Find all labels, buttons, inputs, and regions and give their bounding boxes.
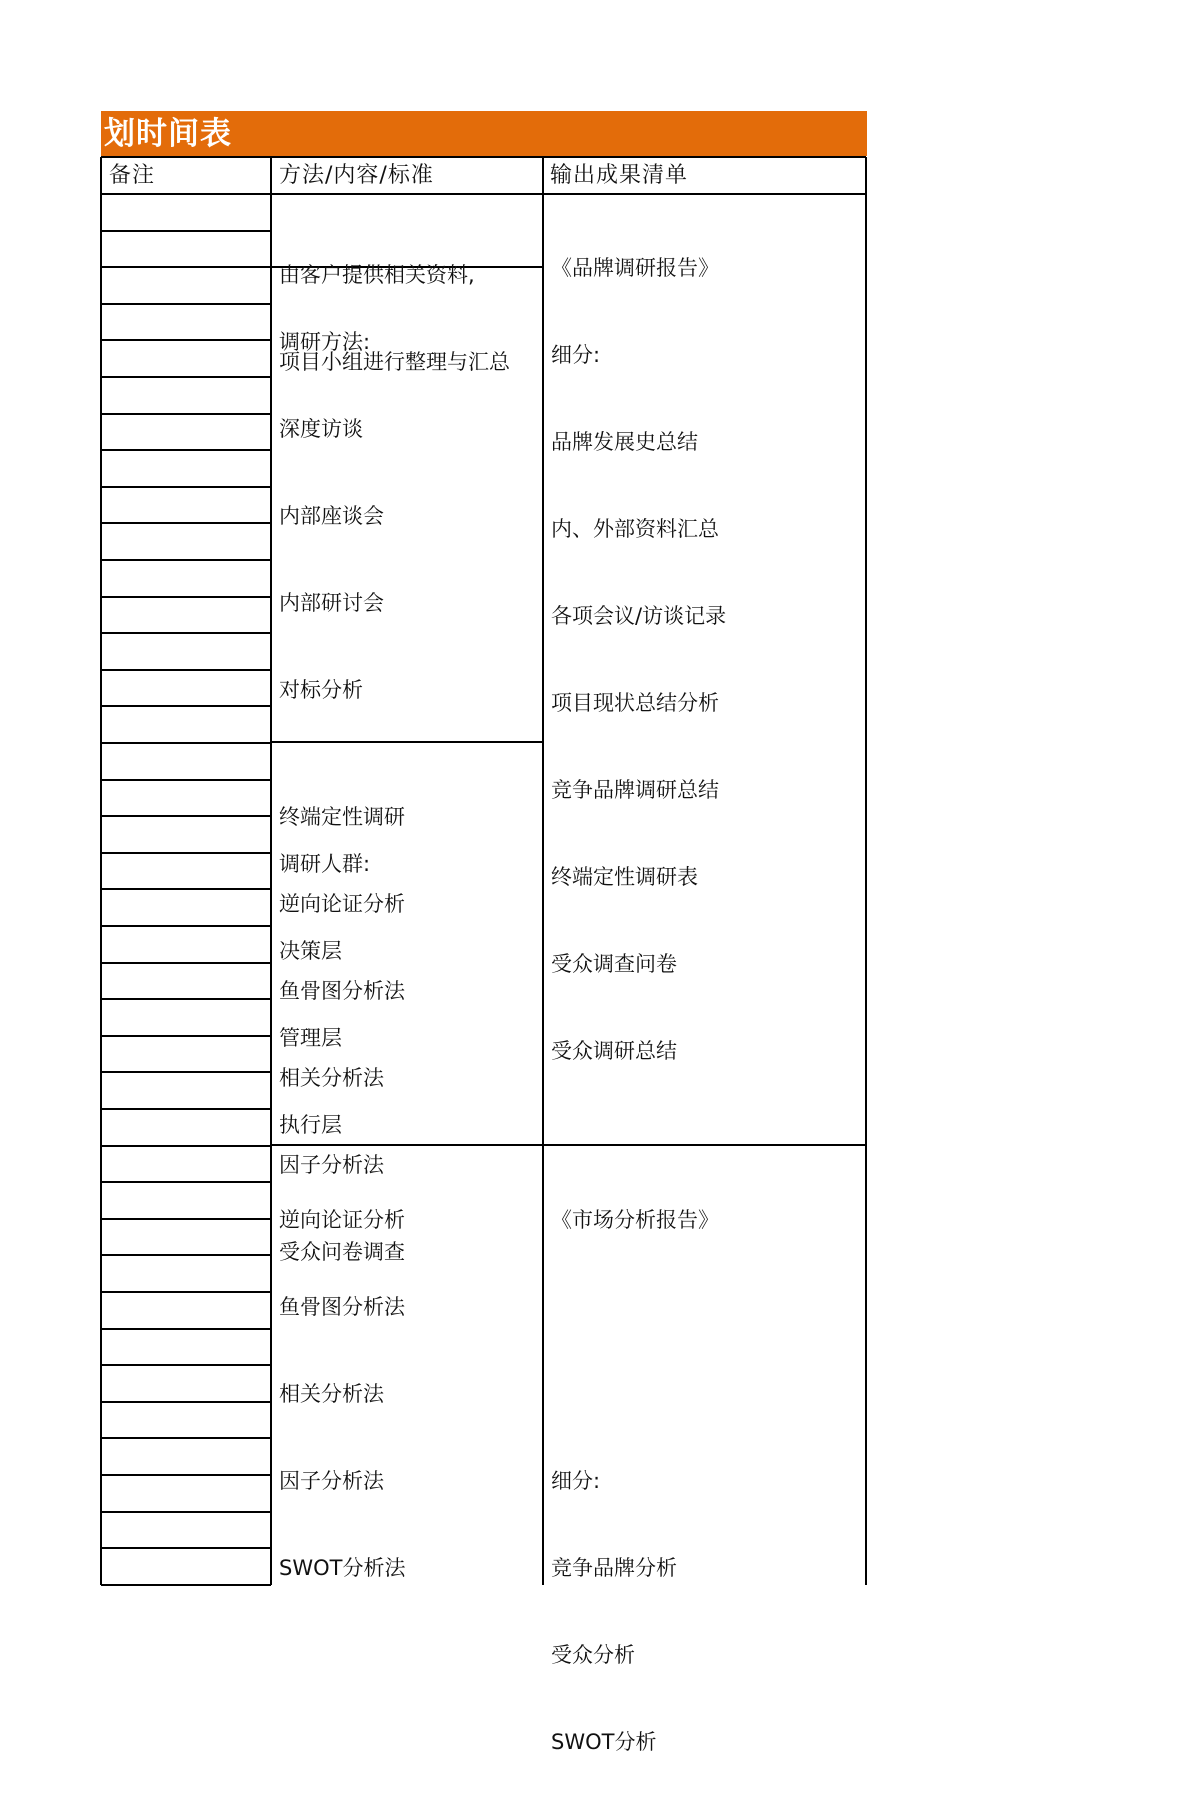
method-line: 逆向论证分析 bbox=[279, 1208, 405, 1232]
method-line: 项目小组进行整理与汇总 bbox=[279, 350, 510, 374]
method-line: 终端定性调研 bbox=[279, 805, 405, 829]
method-line: 管理层 bbox=[279, 1026, 342, 1050]
method-line: 逆向论证分析 bbox=[279, 892, 405, 916]
method-line: SWOT分析法 bbox=[279, 1556, 406, 1580]
output-line: 内、外部资料汇总 bbox=[551, 517, 719, 541]
method-line: 相关分析法 bbox=[279, 1066, 384, 1090]
sheet-title: 划时间表 bbox=[104, 116, 232, 152]
method-line: 因子分析法 bbox=[279, 1469, 384, 1493]
output-line: 受众分析 bbox=[551, 1643, 635, 1667]
method-line: 调研方法: bbox=[279, 330, 371, 354]
output-line: 《品牌调研报告》 bbox=[551, 256, 719, 280]
method-line: 内部研讨会 bbox=[279, 591, 384, 615]
method-line: 因子分析法 bbox=[279, 1153, 384, 1177]
method-line: 执行层 bbox=[279, 1113, 342, 1137]
output-line: 细分: bbox=[551, 343, 601, 367]
output-line: 细分: bbox=[551, 1469, 601, 1493]
output-line: 受众调研总结 bbox=[551, 1039, 677, 1063]
method-line: 调研人群: bbox=[279, 852, 371, 876]
method-line: 由客户提供相关资料, bbox=[279, 263, 475, 287]
output-line bbox=[551, 1293, 719, 1322]
output-line: 终端定性调研表 bbox=[551, 865, 698, 889]
output-line: 竞争品牌调研总结 bbox=[551, 778, 719, 802]
output-line: 品牌发展史总结 bbox=[551, 430, 698, 454]
method-cell-market-analysis[interactable] bbox=[279, 1148, 405, 1641]
method-line: 内部座谈会 bbox=[279, 504, 384, 528]
column-header-output[interactable]: 输出成果清单 bbox=[550, 163, 689, 188]
method-line: 决策层 bbox=[279, 939, 342, 963]
method-line: 深度访谈 bbox=[279, 417, 363, 441]
output-cell-market-report[interactable] bbox=[551, 1148, 719, 1815]
output-line: 《市场分析报告》 bbox=[551, 1208, 719, 1232]
output-line: 竞争品牌分析 bbox=[551, 1556, 677, 1580]
method-line: 相关分析法 bbox=[279, 1382, 384, 1406]
column-header-method[interactable]: 方法/内容/标准 bbox=[279, 163, 434, 188]
output-line: 各项会议/访谈记录 bbox=[551, 604, 727, 628]
output-line bbox=[551, 1380, 719, 1409]
method-line: 对标分析 bbox=[279, 678, 363, 702]
output-line: 项目现状总结分析 bbox=[551, 691, 719, 715]
method-line: 鱼骨图分析法 bbox=[279, 1295, 405, 1319]
output-cell-brand-details[interactable] bbox=[551, 283, 726, 1124]
method-line: 鱼骨图分析法 bbox=[279, 979, 405, 1003]
output-line: 受众调查问卷 bbox=[551, 952, 677, 976]
column-header-notes[interactable]: 备注 bbox=[109, 163, 156, 188]
method-line: 受众问卷调查 bbox=[279, 1240, 405, 1264]
output-line: SWOT分析 bbox=[551, 1730, 657, 1754]
